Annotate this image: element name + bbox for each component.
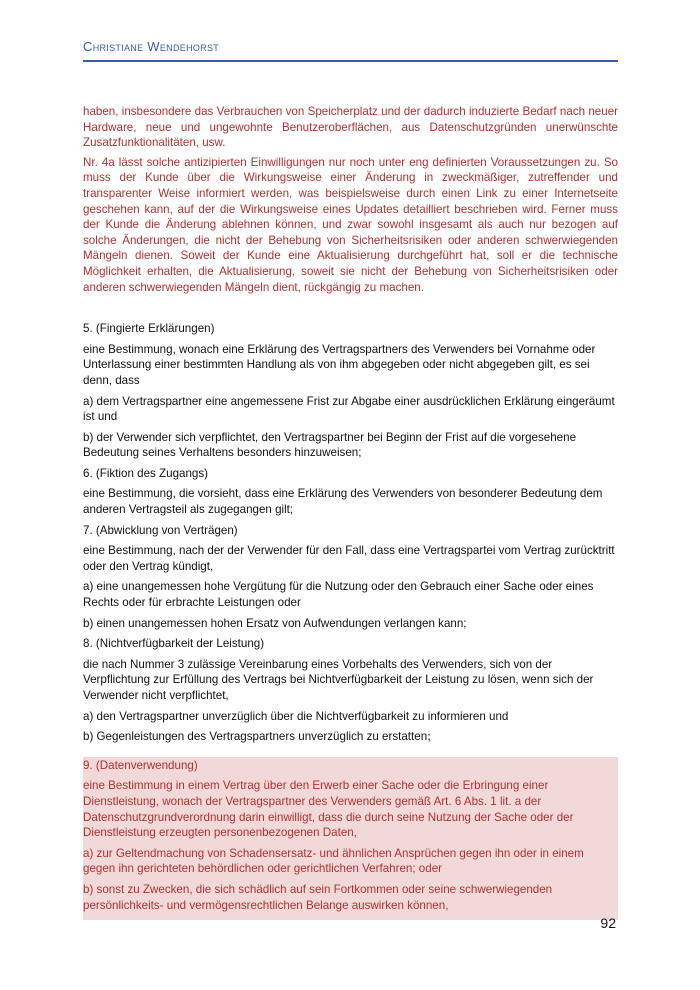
section-gap xyxy=(83,299,618,321)
section-7-text: eine Bestimmung, nach der der Verwender für den Fall, dass eine Vertragspartei vom Vertrag zurücktritt oder den Vertrag kündigt, xyxy=(83,544,615,573)
intro-paragraph-1: haben, insbesondere das Verbrauchen von Speicherplatz und der dadurch induzierte Bedarf nach neuer Hardware, neue und ungewohnte Benutzeroberflächen, aus Datenschutzgründen unerwünschte Zusatzfunktionalitäten, usw. xyxy=(83,105,618,150)
section-8-item-b-text: b) Gegenleistungen des Vertragspartners unverzüglich zu erstatten xyxy=(83,730,428,744)
section-8-title: 8. (Nichtverfügbarkeit der Leistung) xyxy=(83,637,265,651)
section-9-item-a: a) zur Geltendmachung von Schadensersatz- und ähnlichen Ansprüchen gegen ihn oder in einem gegen ihn gerichteten behördlichen oder gerichtlichen Verfahren; oder xyxy=(83,846,584,876)
section-6-title: 6. (Fiktion des Zugangs) xyxy=(83,466,209,480)
section-8-text: die nach Nummer 3 zulässige Vereinbarung eines Vorbehalts des Verwenders, sich von der Verpflichtung zur Erfüllung des Vertrags bei Nichtverfügbarkeit der Leistung zu lösen, wenn sich der Verwender nicht verpflichtet, xyxy=(83,657,594,702)
section-5-item-a: a) dem Vertragspartner eine angemessene Frist zur Abgabe einer ausdrücklichen Erklärung eingeräumt ist und xyxy=(83,394,615,424)
page-content xyxy=(83,104,618,920)
section-5-item-b: b) der Verwender sich verpflichtet, den Vertragspartner bei Beginn der Frist auf die vorgesehene Bedeutung seines Verhaltens besonders hinzuweisen; xyxy=(83,430,577,460)
section-8-item-a: a) den Vertragspartner unverzüglich über die Nichtverfügbarkeit zu informieren und xyxy=(83,709,509,723)
section-9-title: 9. (Datenverwendung) xyxy=(83,758,198,772)
intro-paragraph-2: Nr. 4a lässt solche antizipierten Einwilligungen nur noch unter eng definierten Voraussetzungen zu. So muss der Kunde über die Wirkungsweise einer Änderung in zweckmäßiger, zutreffender und transparenter Weise informiert werden, was beispielsweise durch einen Link zu einer Internetseite geschehen kann, auf der die Wirkungsweise eines Updates detailliert beschrieben wird. Ferner muss der Kunde die Änderung ablehnen können, und zwar sowohl insgesamt als auch nur bezogen auf solche Änderungen, die nicht der Behebung von Sicherheitsrisiken oder anderen schwerwiegenden Mängeln dienen. Soweit der Kunde eine Aktualisierung durchgeführt hat, soll er die technische Möglichkeit erhalten, die Aktualisierung, soweit sie nicht der Behebung von Sicherheitsrisiken oder anderen schwerwiegenden Mängeln dient, rückgängig zu machen. xyxy=(83,155,618,294)
section-8-item-b xyxy=(83,729,618,745)
author-name: Christiane Wendehorst xyxy=(83,39,220,54)
section-7-item-b: b) einen unangemessen hohen Ersatz von Aufwendungen verlangen kann; xyxy=(83,616,467,630)
page-number: 92 xyxy=(600,915,616,931)
highlighted-section-9 xyxy=(83,757,618,920)
section-9-item-b: b) sonst zu Zwecken, die sich schädlich auf sein Fortkommen oder seine schwerwiegenden persönlichkeits- und vermögensrechtlichen Belange auswirken können, xyxy=(83,882,553,912)
section-7-item-a: a) eine unangemessen hohe Vergütung für die Nutzung oder den Gebrauch einer Sache oder eines Rechts oder für erbrachte Leistungen oder xyxy=(83,580,594,610)
section-9-text: eine Bestimmung in einem Vertrag über den Erwerb einer Sache oder die Erbringung einer Dienstleistung, wonach der Vertragspartner des Verwenders gemäß Art. 6 Abs. 1 lit. a der Datenschutzgrundverordnung darin einwilligt, dass die durch seine Nutzung der Sache oder der Dienstleistung erzeugten personenbezogenen Daten, xyxy=(83,779,574,840)
section-6-text: eine Bestimmung, die vorsieht, dass eine Erklärung des Verwenders von besonderer Bedeutung dem anderen Vertragsteil als zugegangen gilt; xyxy=(83,487,603,517)
section-5-title: 5. (Fingierte Erklärungen) xyxy=(83,322,215,336)
page-header xyxy=(83,38,618,62)
section-8-semicolon: ; xyxy=(427,730,432,744)
section-7-title: 7. (Abwicklung von Verträgen) xyxy=(83,523,238,537)
section-5-text: eine Bestimmung, wonach eine Erklärung des Vertragspartners des Verwenders bei Vornahme oder Unterlassung einer bestimmten Handlung als von ihm abgegeben oder nicht abgegeben gilt, es sei denn, dass xyxy=(83,342,596,387)
